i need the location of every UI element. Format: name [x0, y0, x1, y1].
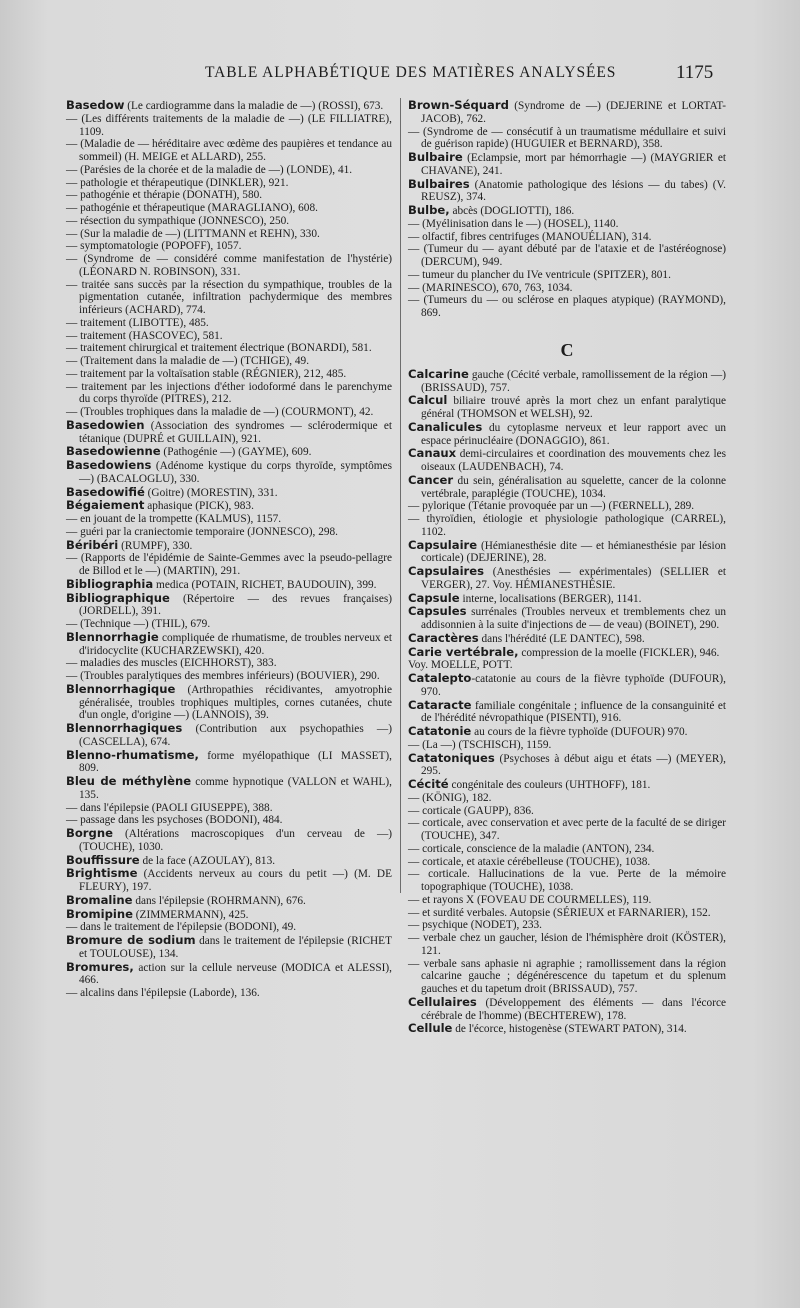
index-entry [66, 934, 392, 961]
index-entry [66, 240, 392, 253]
index-entry [66, 539, 392, 553]
entry-headword: Bleu de méthylène [66, 774, 192, 788]
entry-text: compression de la moelle (FICKLER), 946. [518, 646, 720, 659]
entry-headword: Canaux [408, 446, 457, 461]
entry-headword: Capsulaire [408, 537, 478, 552]
entry-text: (Syndrome de —) (DEJERINE et LORTAT-JACOB), 762. [421, 100, 726, 125]
index-entry [66, 99, 392, 113]
entry-text: — (Myélinisation dans le —) (HOSEL), 1140. [408, 217, 619, 230]
entry-text: — (Traitement dans la maladie de —) (TCHIGE), 49. [66, 355, 310, 367]
index-entry [408, 605, 726, 632]
entry-headword: Béribéri [66, 537, 119, 552]
index-entry [66, 368, 392, 381]
index-entry [66, 164, 392, 177]
entry-text: gauche (Cécité verbale, ramollissement de la région —) (BRISSAUD), 757. [421, 368, 726, 394]
entry-headword: Calcarine [408, 366, 469, 381]
index-entry [66, 459, 392, 486]
entry-headword: Bromure de sodium [66, 933, 196, 947]
index-entry [408, 778, 726, 792]
index-entry [66, 749, 392, 776]
entry-text: — (Tumeur du — ayant débuté par de l'ataxie et de l'astéréognose) (DERCUM), 949. [408, 243, 726, 268]
entry-headword: Brightisme [66, 866, 138, 881]
index-entry [408, 243, 726, 269]
entry-text: — thyroïdien, étiologie et physiologie pathologique (CARREL), 1102. [408, 513, 726, 538]
left-column [66, 99, 392, 1000]
index-entry [66, 592, 392, 619]
index-entry [66, 552, 392, 578]
index-entry [408, 958, 726, 996]
entry-headword: Basedow [66, 98, 125, 112]
entry-text: (Goitre) (MORESTIN), 331. [144, 486, 278, 499]
entry-headword: Catatoniques [408, 750, 495, 765]
right-column-top-entries [408, 99, 726, 320]
index-entry [66, 202, 392, 215]
entry-text: forme myélopathique (LI MASSET), 809. [79, 749, 392, 775]
index-entry [408, 99, 726, 126]
entry-headword: Bromipine [66, 906, 133, 921]
entry-text: — (Tumeurs du — ou sclérose en plaques atypique) (RAYMOND), 869. [408, 294, 726, 319]
index-entry [66, 631, 392, 658]
index-entry [66, 228, 392, 241]
index-entry [66, 894, 392, 908]
entry-headword: Canalicules [408, 419, 483, 434]
entry-headword: Cellulaires [408, 994, 477, 1009]
entry-text: medica (POTAIN, RICHET, BAUDOUIN), 399. [153, 578, 377, 591]
entry-headword: Basedowien [66, 417, 145, 432]
index-entry [408, 269, 726, 282]
entry-text: interne, localisations (BERGER), 1141. [459, 592, 642, 605]
section-letter: C [560, 339, 574, 360]
index-entry [66, 867, 392, 894]
index-entry [408, 126, 726, 152]
entry-text: — traitement par la voltaïsation stable (RÉGNIER), 212, 485. [66, 367, 347, 380]
entry-headword: Basedowienne [66, 444, 161, 459]
entry-text: — corticale (GAUPP), 836. [408, 804, 534, 817]
index-entry [66, 802, 392, 815]
entry-text: comme hypnotique (VALLON et WAHL), 135. [79, 776, 392, 801]
entry-headword: Catatonie [408, 724, 472, 738]
entry-text: — psychique (NODET), 233. [408, 919, 542, 932]
entry-text: — verbale chez un gaucher, lésion de l'hémisphère droit (KÖSTER), 121. [408, 932, 726, 957]
entry-text: — verbale sans aphasie ni agraphie ; ramollissement dans la région calcarine gauche ; dégénérescence du tapetum et du splenum gauches et du tapetum droit (BRISSAUD), 757. [408, 957, 726, 995]
index-entry [66, 215, 392, 228]
entry-headword: Cataracte [408, 697, 472, 712]
entry-headword: Cellule [408, 1021, 453, 1036]
entry-text: — dans l'épilepsie (PAOLI GIUSEPPE), 388. [66, 801, 273, 814]
entry-headword: Basedowifié [66, 484, 145, 499]
entry-text: — traitement (HASCOVEC), 581. [66, 329, 223, 342]
index-entry [66, 827, 392, 854]
index-entry [408, 932, 726, 958]
index-entry [408, 474, 726, 501]
index-entry [408, 646, 726, 660]
index-entry [408, 218, 726, 231]
entry-text: du sein, généralisation au squelette, cancer de la colonne vertébrale, paraplégie (TOUCHE), 1034. [421, 474, 726, 500]
entry-headword: Blennorrhagique [66, 681, 176, 696]
index-entry [408, 565, 726, 592]
entry-text: (Anesthésies — expérimentales) (SELLIER et VERGER), 27. Voy. HÉMIANESTHÉSIE. [421, 566, 726, 591]
entry-text: — pathologie et thérapeutique (DINKLER), 921. [66, 176, 289, 189]
entry-text: (Arthropathies récidivantes, amyotrophie généralisée, troubles trophiques multiples, cornes cutanées, chute d'un ongle, d'origine —) (LANNOIS), 39. [79, 683, 392, 722]
entry-text: Voy. MOELLE, POTT. [408, 659, 513, 672]
entry-text: — et surdité verbales. Autopsie (SÉRIEUX et FARNARIER), 152. [408, 906, 711, 919]
index-entry [408, 394, 726, 421]
index-entry [408, 805, 726, 818]
entry-text: — traitement chirurgical et traitement électrique (BONARDI), 581. [66, 342, 372, 355]
index-entry [408, 632, 726, 646]
entry-headword: Borgne [66, 826, 113, 840]
entry-headword: Brown-Séquard [408, 98, 509, 112]
entry-text: — traitement (LIBOTTE), 485. [66, 316, 209, 329]
index-entry [66, 908, 392, 922]
index-entry [408, 294, 726, 320]
index-entry [66, 381, 392, 407]
index-entry [66, 961, 392, 988]
entry-headword: Bromures, [66, 959, 134, 974]
entry-headword: Bulbaires [408, 176, 470, 191]
entry-headword: Basedowiens [66, 458, 152, 472]
entry-headword: Blennorrhagiques [66, 721, 183, 735]
entry-text: (Association des syndromes — sclérodermique et tétanique (DUPRÉ et GUILLAIN), 921. [79, 419, 392, 445]
index-entry [66, 113, 392, 139]
entry-text: (Altérations macroscopiques d'un cerveau de —) (TOUCHE), 1030. [79, 828, 392, 853]
index-entry [66, 683, 392, 722]
index-entry [66, 419, 392, 446]
entry-text: — (Troubles trophiques dans la maladie de —) (COURMONT), 42. [66, 406, 374, 418]
index-entry [66, 775, 392, 802]
entry-text: congénitale des couleurs (UHTHOFF), 181. [448, 779, 651, 791]
entry-text: — pylorique (Tétanie provoquée par un —) (FŒRNELL), 289. [408, 500, 695, 513]
entry-text: (Le cardiogramme dans la maladie de —) (ROSSI), 673. [124, 100, 384, 112]
entry-text: — pathogénie et thérapeutique (MARAGLIANO), 608. [66, 202, 318, 214]
index-entry [66, 253, 392, 279]
entry-text: du cytoplasme nerveux et leur rapport avec un espace périnucléaire (DONAGGIO), 861. [421, 421, 726, 447]
index-entry [408, 752, 726, 779]
entry-headword: Carie vertébrale, [408, 644, 519, 659]
entry-text: (Contribution aux psychopathies —) (CASCELLA), 674. [79, 723, 392, 748]
index-entry [66, 445, 392, 459]
index-entry [66, 657, 392, 670]
entry-headword: Capsules [408, 604, 467, 619]
entry-headword: Bibliographia [66, 576, 154, 591]
entry-headword: Blenno-rhumatisme, [66, 747, 199, 762]
entry-text: — traitée sans succès par la résection du sympathique, troubles de la pigmentation cutanée, infiltration pachydermique des membres inférieurs (ACHARD), 774. [66, 278, 392, 316]
index-entry [66, 177, 392, 190]
entry-text: dans l'hérédité (LE DANTEC), 598. [478, 632, 645, 645]
entry-text: — (KÖNIG), 182. [408, 791, 492, 804]
entry-text: — guéri par la craniectomie temporaire (JONNESCO), 298. [66, 525, 338, 538]
entry-headword: Bulbe, [408, 203, 450, 217]
index-entry [66, 317, 392, 330]
entry-text: surrénales (Troubles nerveux et tremblements chez un addisonnien à la suite d'injections de — de veau) (BOINET), 290. [421, 606, 726, 631]
entry-text: familiale congénitale ; influence de la consanguinité et de l'hérédité névropathique (PISENTI), 916. [421, 699, 726, 725]
index-entry [408, 792, 726, 805]
entry-text: — corticale, et ataxie cérébelleuse (TOUCHE), 1038. [408, 855, 651, 868]
entry-headword: Capsulaires [408, 564, 485, 578]
entry-text: compliquée de rhumatisme, de troubles nerveux et d'iridocyclite (KUCHARZEWSKI), 420. [79, 631, 392, 657]
index-entry [66, 854, 392, 868]
index-entry [408, 856, 726, 869]
entry-text: -catatonie au cours de la fièvre typhoïde (DUFOUR), 970. [421, 673, 726, 698]
entry-text: aphasique (PICK), 983. [144, 500, 254, 513]
index-entry [408, 592, 726, 606]
index-entry [408, 868, 726, 894]
entry-text: abcès (DOGLIOTTI), 186. [449, 205, 575, 217]
entry-text: — (La —) (TSCHISCH), 1159. [408, 738, 552, 751]
index-entry [408, 204, 726, 218]
entry-text: — olfactif, fibres centrifuges (MANOUÉLIAN), 314. [408, 230, 652, 243]
entry-text: (Anatomie pathologique des lésions — du tabes) (V. REUSZ), 374. [421, 178, 726, 204]
index-entry [408, 907, 726, 920]
index-entry [66, 189, 392, 202]
index-entry [66, 578, 392, 592]
index-entry [408, 231, 726, 244]
index-entry [66, 722, 392, 749]
entry-text: — (Maladie de — héréditaire avec œdème des paupières et tendance au sommeil) (H. MEIGE et ALLARD), 255. [66, 138, 392, 163]
entry-text: (Pathogénie —) (GAYME), 609. [160, 446, 312, 459]
entry-text: — (MARINESCO), 670, 763, 1034. [408, 281, 573, 294]
entry-text: (Eclampsie, mort par hémorrhagie —) (MAYGRIER et CHAVANE), 241. [421, 152, 726, 177]
entry-headword: Caractères [408, 630, 479, 645]
page-number: 1175 [676, 62, 714, 83]
entry-text: au cours de la fièvre typhoïde (DUFOUR) 970. [471, 726, 688, 738]
entry-text: — corticale. Hallucinations de la vue. Perte de la mémoire topographique (TOUCHE), 1038. [408, 868, 726, 893]
entry-text: — (Syndrome de — considéré comme manifestation de l'hystérie) (LÉONARD N. ROBINSON), 331. [66, 253, 392, 278]
index-entry [66, 279, 392, 317]
entry-text: — (Syndrome de — consécutif à un traumatisme médullaire et suivi de guérison rapide) (HUGUIER et BERNARD), 358. [408, 125, 726, 151]
entry-text: — maladies des muscles (EICHHORST), 383. [66, 657, 277, 670]
entry-text: — en jouant de la trompette (KALMUS), 1157. [66, 513, 282, 525]
index-entry [408, 151, 726, 178]
entry-text: — (Rapports de l'épidémie de Sainte-Gemmes avec la pseudo-pellagre de Billod et le —) (MARTIN), 291. [66, 552, 392, 577]
index-entry [408, 513, 726, 539]
right-column-bottom-entries [408, 368, 726, 1036]
column-divider [400, 98, 401, 893]
index-entry [408, 725, 726, 739]
entry-text: biliaire trouvé après la mort chez un enfant paralytique général (THOMSON et WELSH), 92. [421, 395, 726, 420]
index-entry [408, 672, 726, 699]
index-entry [408, 500, 726, 513]
entry-text: — corticale, conscience de la maladie (ANTON), 234. [408, 842, 655, 855]
entry-text: dans le traitement de l'épilepsie (RICHET et TOULOUSE), 134. [79, 935, 392, 960]
entry-text: dans l'épilepsie (ROHRMANN), 676. [132, 894, 306, 907]
entry-text: (ZIMMERMANN), 425. [132, 908, 249, 921]
index-entry [66, 138, 392, 164]
entry-text: — et rayons X (FOVEAU DE COURMELLES), 119. [408, 893, 652, 906]
index-entry [408, 699, 726, 726]
entry-text: — résection du sympathique (JONNESCO), 250. [66, 214, 290, 227]
entry-text: — (Les différents traitements de la maladie de —) (LE FILLIATRE), 1109. [66, 112, 392, 138]
entry-text: de l'écorce, histogenèse (STEWART PATON), 314. [452, 1023, 687, 1036]
entry-text: — traitement par les injections d'éther iodoformé dans le parenchyme du corps thyroïde (PITRES), 212. [66, 380, 392, 406]
index-entry [408, 996, 726, 1023]
index-entry [408, 817, 726, 843]
entry-text: (Adénome kystique du corps thyroïde, symptômes —) (BACALOGLU), 330. [79, 460, 392, 485]
index-entry [408, 539, 726, 566]
entry-headword: Cancer [408, 472, 454, 487]
entry-text: — tumeur du plancher du IVe ventricule (SPITZER), 801. [408, 268, 671, 281]
index-entry [408, 843, 726, 856]
entry-headword: Bromaline [66, 892, 133, 907]
entry-headword: Bouffissure [66, 852, 140, 867]
entry-text: — passage dans les psychoses (BODONI), 484. [66, 814, 283, 827]
index-entry [408, 919, 726, 932]
entry-text: (Psychoses à début aigu et états —) (MEYER), 295. [421, 752, 726, 778]
index-entry [66, 330, 392, 343]
index-entry [408, 447, 726, 474]
index-entry [66, 499, 392, 513]
entry-headword: Blennorrhagie [66, 629, 159, 644]
index-entry [408, 1022, 726, 1036]
index-entry [66, 814, 392, 827]
entry-headword: Catalepto [408, 671, 472, 685]
entry-text: demi-circulaires et coordination des mouvements chez les oiseaux (LAUDENBACH), 74. [421, 448, 726, 473]
entry-text: — (Parésies de la chorée et de la maladie de —) (LONDE), 41. [66, 163, 353, 176]
entry-text: (Accidents nerveux au cours du petit —) (M. DE FLEURY), 197. [79, 868, 392, 893]
entry-text: (Développement des éléments — dans l'écorce cérébrale de l'homme) (BECHTEREW), 178. [421, 996, 726, 1022]
entry-headword: Bibliographique [66, 590, 170, 605]
index-entry [66, 486, 392, 500]
entry-text: (RUMPF), 330. [118, 539, 193, 552]
index-entry [66, 355, 392, 368]
index-entry [408, 178, 726, 205]
index-entry [408, 282, 726, 295]
entry-text: (Hémianesthésie dite — et hémianesthésie par lésion corticale) (DEJERINE), 28. [421, 539, 726, 565]
index-entry [408, 368, 726, 395]
entry-headword: Capsule [408, 590, 460, 605]
index-entry [66, 987, 392, 1000]
entry-text: — (Troubles paralytiques des membres inférieurs) (BOUVIER), 290. [66, 670, 380, 682]
entry-text: — (Sur la maladie de —) (LITTMANN et REHN), 330. [66, 227, 320, 240]
entry-text: — symptomatologie (POPOFF), 1057. [66, 240, 242, 253]
entry-text: — dans le traitement de l'épilepsie (BODONI), 49. [66, 921, 297, 934]
right-column [408, 99, 726, 1036]
entry-text: de la face (AZOULAY), 813. [139, 854, 276, 867]
index-entry [66, 513, 392, 526]
page-header [0, 62, 800, 88]
entry-text: — corticale, avec conservation et avec perte de la faculté de se diriger (TOUCHE), 347. [408, 817, 726, 842]
entry-headword: Bégaiement [66, 498, 145, 513]
index-entry [408, 421, 726, 448]
entry-headword: Calcul [408, 393, 448, 408]
index-entry [408, 894, 726, 907]
entry-text: action sur la cellule nerveuse (MODICA et ALESSI), 466. [79, 961, 392, 987]
entry-headword: Bulbaire [408, 150, 463, 164]
index-entry [66, 342, 392, 355]
entry-text: — alcalins dans l'épilepsie (Laborde), 136. [66, 987, 260, 999]
entry-text: (Répertoire — des revues françaises) (JORDELL), 391. [79, 592, 392, 618]
entry-text: — pathogénie et thérapie (DONATH), 580. [66, 189, 263, 202]
entry-text: — (Technique —) (THIL), 679. [66, 618, 211, 630]
entry-headword: Cécité [408, 777, 449, 791]
running-title: TABLE ALPHABÉTIQUE DES MATIÈRES ANALYSÉES [205, 64, 617, 81]
